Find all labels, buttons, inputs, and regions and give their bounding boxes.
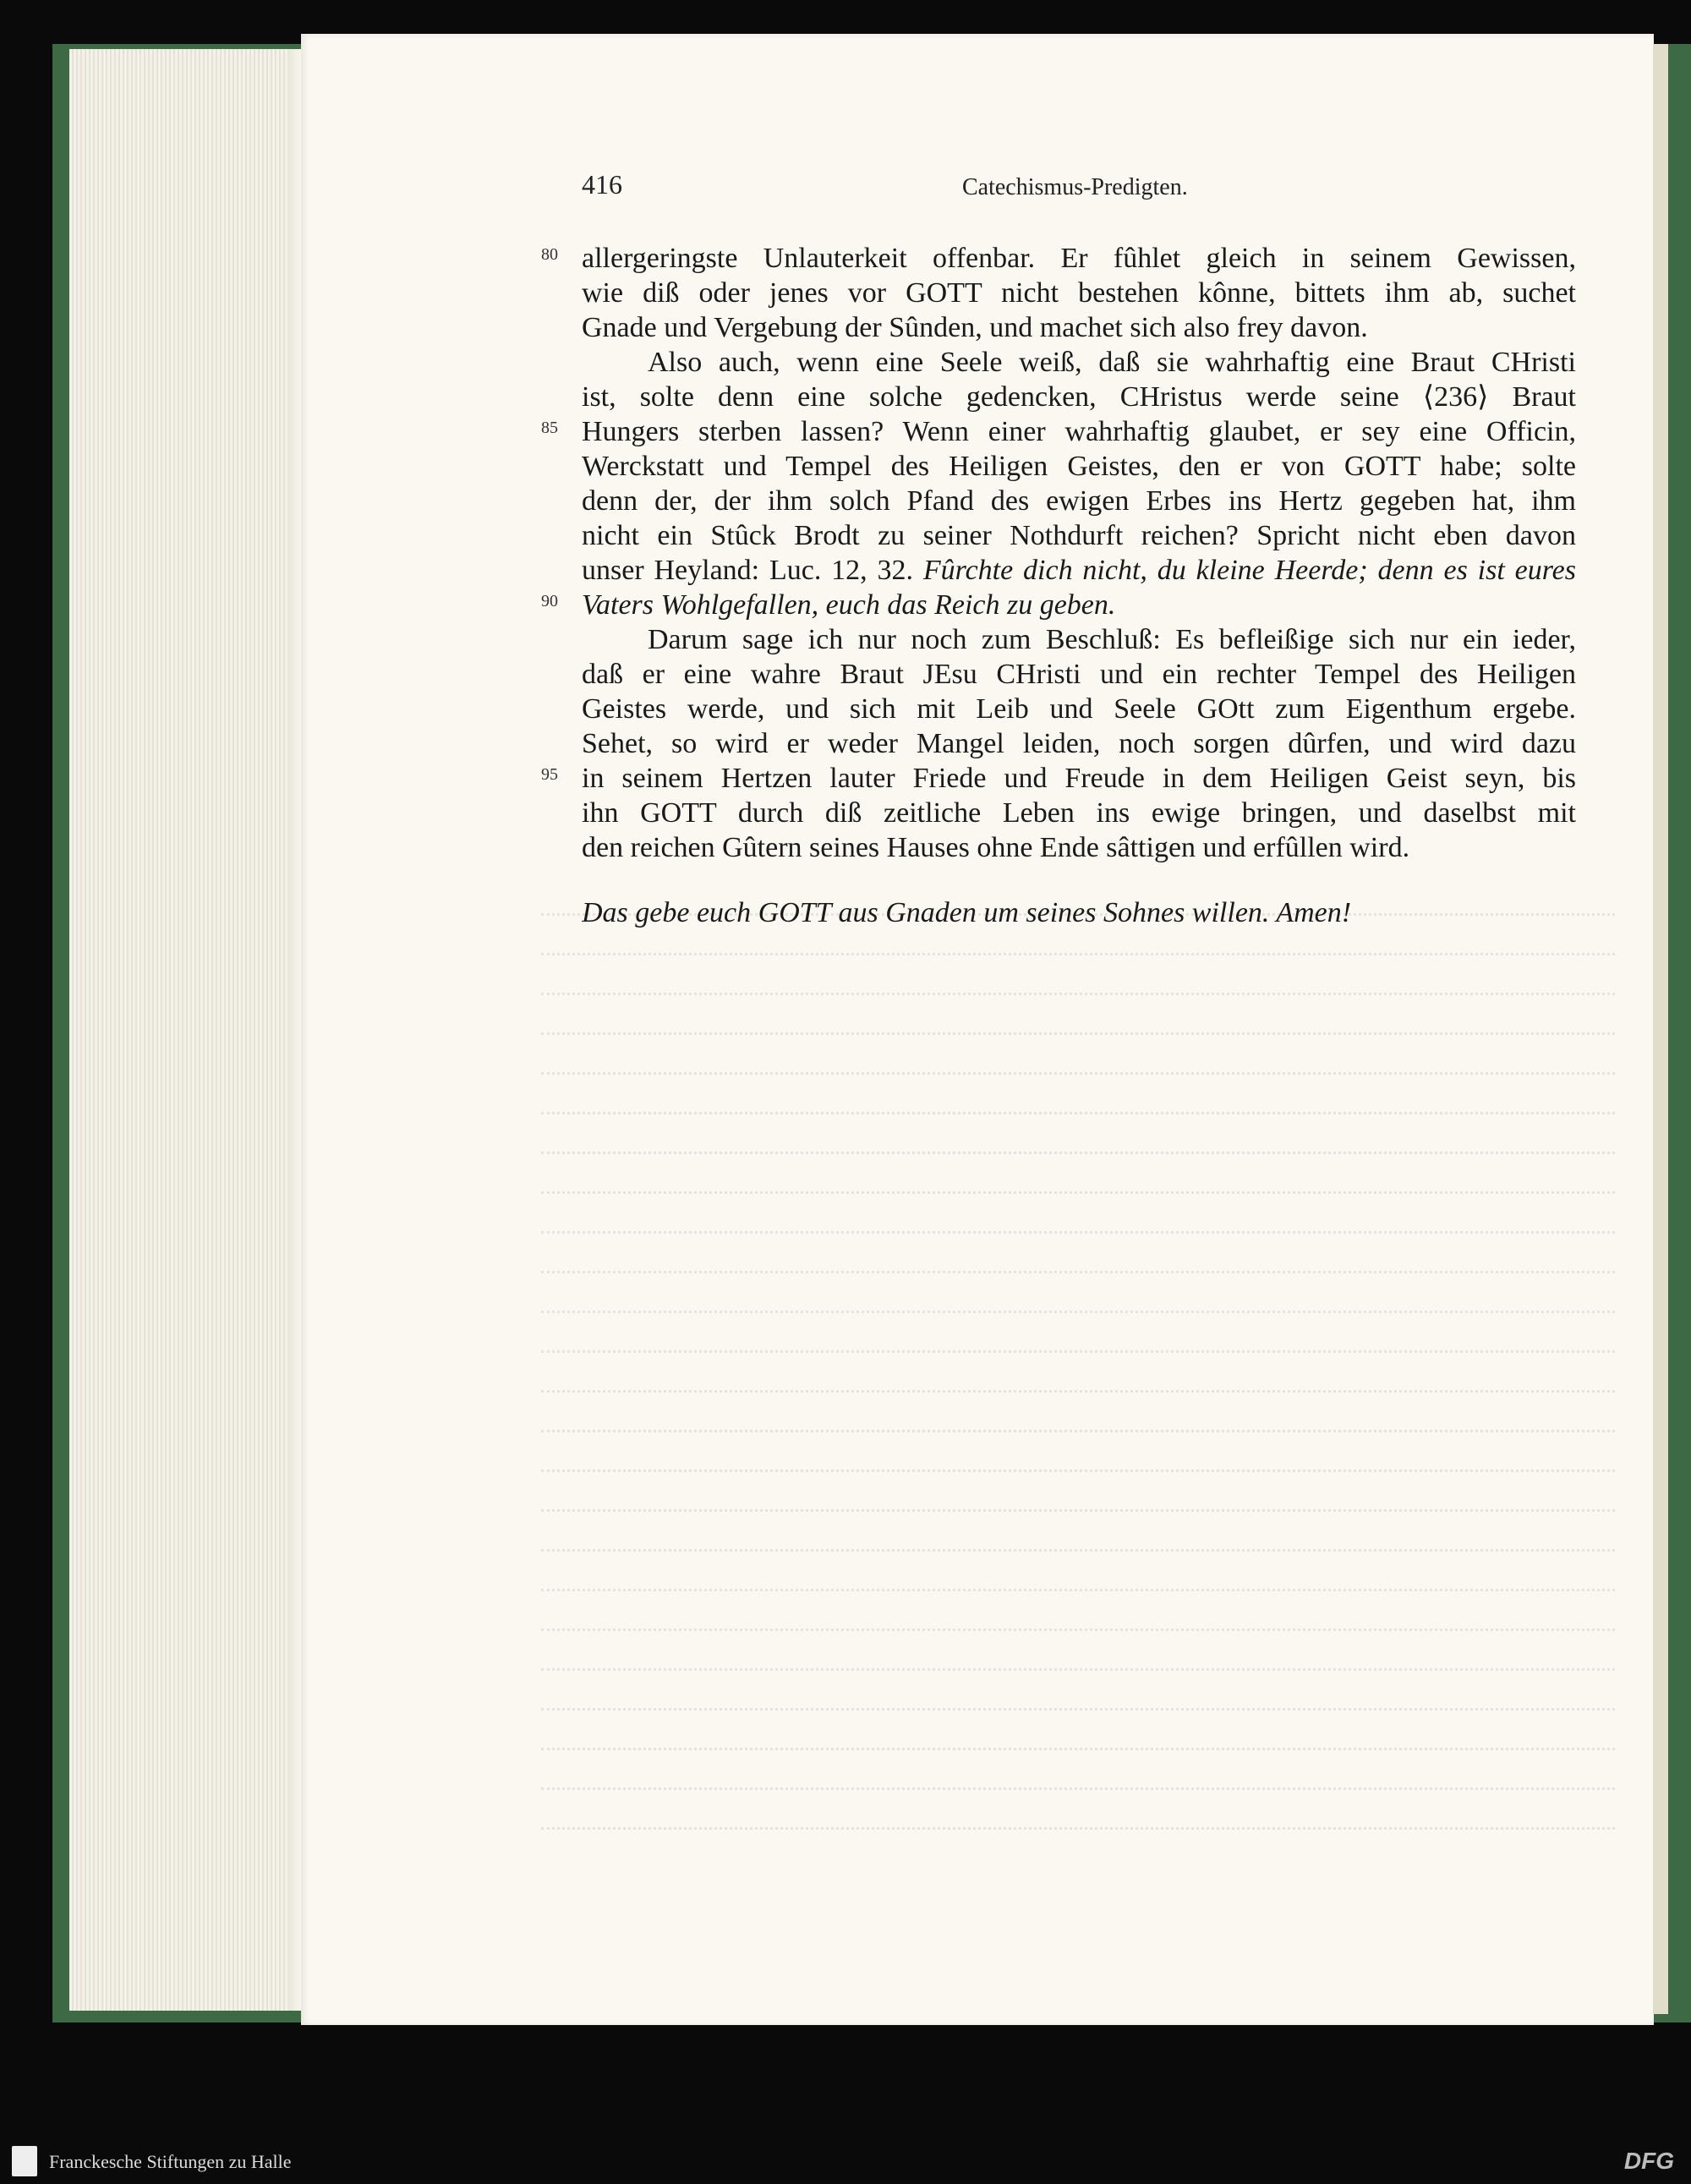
text-line: Geistes werde, und sich mit Leib und Seele GOtt zum Eigenthum ergebe. xyxy=(582,693,1576,725)
footer-bar xyxy=(0,2139,1691,2184)
text-line: in seinem Hertzen lauter Friede und Freude in dem Heiligen Geist seyn, bis xyxy=(582,763,1576,794)
page-number: 416 xyxy=(582,169,622,200)
text-line: daß er eine wahre Braut JEsu CHristi und ein rechter Tempel des Heiligen xyxy=(582,659,1576,690)
text-line: Hungers sterben lassen? Wenn einer wahrhaftig glaubet, er sey eine Officin, xyxy=(582,416,1576,447)
line-number-90: 90 xyxy=(541,592,558,610)
closing-text: Das gebe euch GOTT aus Gnaden um seines Sohnes willen. Amen! xyxy=(582,897,1352,928)
text-line: ihn GOTT durch diß zeitliche Leben ins ewige bringen, und daselbst mit xyxy=(582,797,1576,829)
text-line: wie diß oder jenes vor GOTT nicht bestehen kônne, bittets ihm ab, suchet xyxy=(582,277,1576,309)
dfg-logo: DFG xyxy=(1623,2148,1674,2174)
line-number-85: 85 xyxy=(541,419,558,437)
text-line: Werckstatt und Tempel des Heiligen Geistes, den er von GOTT habe; solte xyxy=(582,451,1576,482)
page-right-edge xyxy=(1653,44,1668,2014)
bible-quote-part-1: Fûrchte dich nicht, du kleine Heerde; denn es ist eures xyxy=(922,555,1576,586)
text-line: denn der, der ihm solch Pfand des ewigen Erbes ins Hertz gegeben hat, ihm xyxy=(582,485,1576,517)
bible-quote-part-2: Vaters Wohlgefallen, euch das Reich zu geben. xyxy=(582,589,1116,621)
text-line: Darum sage ich nur noch zum Beschluß: Es befleißige sich nur ein ieder, xyxy=(648,624,1576,655)
quote-prefix: unser Heyland: Luc. 12, 32. xyxy=(582,555,923,586)
line-number-95: 95 xyxy=(541,765,558,784)
quote-line xyxy=(582,588,1576,622)
text-line: allergeringste Unlauterkeit offenbar. Er fûhlet gleich in seinem Gewissen, xyxy=(582,243,1576,274)
text-line: Also auch, wenn eine Seele weiß, daß sie wahrhaftig eine Braut CHristi xyxy=(648,347,1576,378)
institution-logo-icon xyxy=(12,2146,37,2176)
text-line: nicht ein Stûck Brodt zu seiner Nothdurft reichen? Spricht nicht eben davon xyxy=(582,520,1576,551)
text-line: den reichen Gûtern seines Hauses ohne Ende sâttigen und erfûllen wird. xyxy=(582,832,1410,863)
text-line: Sehet, so wird er weder Mangel leiden, noch sorgen dûrfen, und wird dazu xyxy=(582,728,1576,759)
body-text xyxy=(582,241,1576,930)
reverse-page-show-through xyxy=(541,879,1615,1835)
line-number-80: 80 xyxy=(541,245,558,264)
institution-name: Franckesche Stiftungen zu Halle xyxy=(49,2151,292,2172)
closing-line xyxy=(582,895,1576,930)
text-line: ist, solte denn eine solche gedencken, CHristus werde seine ⟨236⟩ Braut xyxy=(582,381,1576,413)
page-block-stack xyxy=(69,49,304,2011)
running-title: Catechismus-Predigten. xyxy=(962,174,1188,200)
text-line: Gnade und Vergebung der Sûnden, und machet sich also frey davon. xyxy=(582,312,1368,343)
quote-line xyxy=(582,553,1576,588)
